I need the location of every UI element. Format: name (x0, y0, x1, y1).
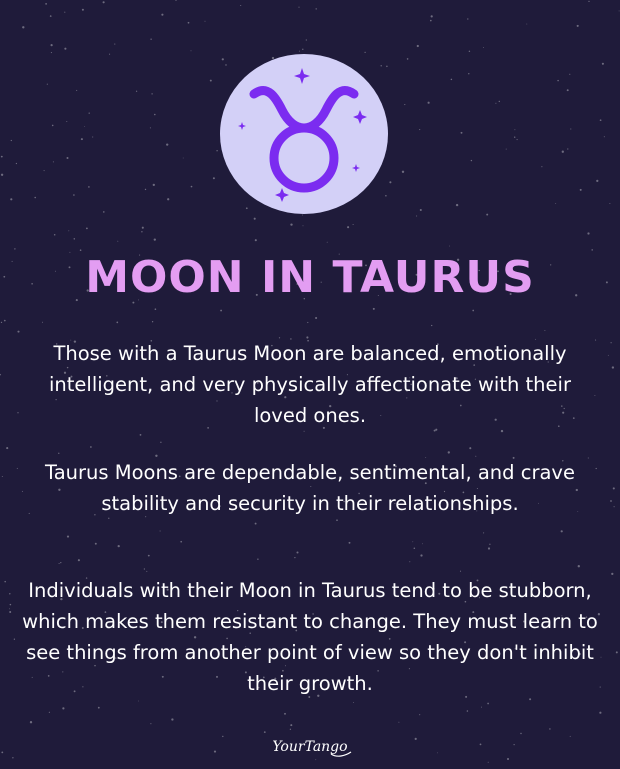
star-dot (22, 26, 24, 28)
star-dot (557, 80, 558, 81)
star-dot (402, 171, 404, 173)
star-dot (420, 209, 422, 211)
star-dot (460, 571, 461, 572)
star-dot (255, 523, 257, 525)
star-dot (14, 248, 15, 249)
star-dot (47, 84, 48, 85)
star-dot (467, 710, 469, 712)
star-dot (42, 322, 43, 323)
star-dot (160, 531, 161, 532)
star-dot (98, 707, 100, 709)
star-dot (116, 322, 118, 324)
star-dot (95, 543, 97, 545)
star-dot (449, 246, 450, 247)
star-dot (570, 128, 571, 129)
star-dot (588, 1, 589, 2)
star-dot (188, 22, 190, 24)
star-dot (616, 651, 618, 653)
star-dot (353, 224, 354, 225)
star-dot (315, 317, 317, 319)
star-dot (555, 203, 556, 204)
star-dot (17, 468, 18, 469)
star-dot (514, 137, 515, 138)
star-dot (191, 186, 193, 188)
star-dot (150, 723, 151, 724)
star-dot (298, 7, 299, 8)
star-dot (412, 541, 413, 542)
star-dot (240, 5, 241, 6)
star-dot (161, 14, 163, 16)
star-dot (154, 114, 156, 116)
star-dot (84, 126, 85, 127)
star-dot (78, 559, 80, 561)
star-dot (205, 21, 206, 22)
star-dot (1, 156, 3, 158)
star-dot (9, 611, 11, 613)
star-dot (407, 58, 409, 60)
star-dot (166, 143, 168, 145)
star-dot (451, 79, 453, 81)
star-dot (613, 487, 615, 489)
star-dot (254, 218, 256, 220)
star-dot (49, 712, 50, 713)
star-dot (54, 234, 56, 236)
star-dot (9, 593, 10, 594)
star-dot (489, 544, 490, 545)
star-dot (144, 568, 145, 569)
star-dot (389, 181, 391, 183)
star-dot (45, 3, 47, 5)
star-dot (471, 160, 472, 161)
star-dot (619, 10, 620, 11)
star-dot (76, 90, 77, 91)
star-dot (150, 127, 151, 128)
star-dot (6, 447, 8, 449)
star-dot (88, 186, 90, 188)
star-dot (499, 101, 500, 102)
star-dot (549, 728, 550, 729)
star-dot (347, 226, 349, 228)
star-dot (92, 136, 93, 137)
star-dot (142, 227, 144, 229)
star-dot (302, 215, 303, 216)
star-dot (34, 197, 36, 199)
star-dot (62, 707, 64, 709)
star-dot (604, 136, 605, 137)
star-dot (599, 712, 601, 714)
star-dot (398, 722, 399, 723)
star-dot (10, 198, 12, 200)
star-dot (284, 713, 286, 715)
star-dot (10, 604, 11, 605)
star-dot (146, 571, 147, 572)
star-dot (349, 542, 351, 544)
star-dot (0, 374, 1, 376)
star-dot (430, 20, 432, 22)
star-dot (419, 714, 420, 715)
logo-text: YourTango (272, 739, 348, 755)
star-dot (150, 39, 151, 40)
star-dot (486, 214, 488, 216)
star-dot (51, 52, 52, 53)
star-dot (456, 204, 458, 206)
star-dot (155, 308, 157, 310)
star-dot (16, 163, 17, 164)
star-dot (53, 161, 54, 162)
star-dot (591, 249, 593, 251)
paragraph-3: Individuals with their Moon in Taurus tend to be stubborn, which makes them resistant to change. They must learn to see things from another point of view so they don't inhibit their growth. (22, 579, 598, 695)
page-title: MOON IN TAURUS (85, 252, 535, 303)
star-dot (51, 44, 53, 46)
star-dot (488, 547, 490, 549)
star-dot (9, 608, 10, 609)
star-dot (422, 543, 423, 544)
star-dot (290, 223, 292, 225)
star-dot (58, 453, 59, 454)
star-dot (417, 45, 419, 47)
star-dot (180, 541, 182, 543)
star-dot (404, 104, 405, 105)
star-dot (183, 158, 184, 159)
star-dot (148, 555, 150, 557)
star-dot (167, 198, 169, 200)
star-dot (306, 39, 307, 40)
star-dot (290, 724, 292, 726)
star-dot (299, 51, 300, 52)
star-dot (296, 551, 298, 553)
star-dot (601, 657, 602, 658)
star-dot (495, 103, 496, 104)
star-dot (596, 180, 598, 182)
star-dot (64, 48, 66, 50)
star-dot (14, 639, 15, 640)
star-dot (17, 331, 19, 333)
star-dot (364, 52, 365, 53)
paragraph-2: Taurus Moons are dependable, sentimental, and crave stability and security in their relationships. (45, 461, 575, 515)
star-dot (80, 249, 82, 251)
star-dot (64, 12, 65, 13)
star-dot (567, 148, 568, 149)
star-dot (431, 15, 433, 17)
star-dot (580, 189, 582, 191)
star-dot (448, 451, 450, 453)
star-dot (302, 49, 303, 50)
star-dot (138, 701, 139, 702)
star-dot (154, 238, 156, 240)
star-dot (117, 241, 118, 242)
star-dot (602, 63, 604, 65)
star-dot (30, 721, 32, 723)
star-dot (66, 121, 67, 122)
star-dot (316, 8, 317, 9)
star-dot (264, 731, 266, 733)
star-dot (481, 707, 482, 708)
star-dot (210, 80, 212, 82)
star-dot (472, 310, 474, 312)
star-dot (52, 125, 54, 127)
star-dot (59, 563, 60, 564)
star-dot (420, 554, 422, 556)
star-dot (60, 562, 61, 563)
star-dot (461, 132, 463, 134)
star-dot (175, 0, 177, 1)
star-dot (73, 194, 75, 196)
star-dot (81, 138, 83, 140)
star-dot (160, 442, 161, 443)
star-dot (213, 177, 215, 179)
star-dot (294, 557, 295, 558)
star-dot (17, 412, 18, 413)
star-dot (1, 322, 2, 323)
star-dot (409, 561, 410, 562)
star-dot (74, 238, 75, 239)
star-dot (307, 322, 308, 323)
star-dot (487, 703, 489, 705)
star-dot (220, 310, 222, 312)
star-dot (561, 530, 563, 532)
star-dot (1, 174, 3, 176)
star-dot (153, 184, 155, 186)
star-dot (578, 565, 580, 567)
brand-logo (0, 734, 620, 764)
star-dot (44, 170, 45, 171)
star-dot (109, 54, 110, 55)
star-dot (145, 189, 146, 190)
star-dot (428, 102, 430, 104)
star-dot (191, 50, 192, 51)
star-dot (151, 93, 152, 94)
star-dot (373, 308, 375, 310)
star-dot (11, 140, 12, 141)
star-dot (514, 129, 515, 130)
star-dot (431, 325, 432, 326)
star-dot (562, 151, 564, 153)
star-dot (469, 51, 470, 52)
star-dot (612, 366, 614, 368)
star-dot (257, 558, 258, 559)
star-dot (609, 203, 610, 204)
star-dot (414, 548, 416, 550)
star-dot (50, 15, 52, 17)
star-dot (89, 112, 90, 113)
star-dot (544, 330, 545, 331)
star-dot (353, 702, 354, 703)
star-dot (587, 232, 589, 234)
star-dot (152, 321, 153, 322)
star-dot (569, 74, 570, 75)
star-dot (2, 476, 3, 477)
star-dot (114, 44, 115, 45)
star-dot (517, 139, 518, 140)
star-dot (577, 25, 579, 27)
star-dot (290, 729, 291, 730)
star-dot (82, 9, 84, 11)
star-dot (469, 447, 471, 449)
star-dot (103, 211, 105, 213)
star-dot (67, 536, 69, 538)
star-dot (611, 342, 612, 343)
star-dot (468, 73, 469, 74)
star-dot (141, 231, 142, 232)
star-dot (483, 47, 484, 48)
star-dot (66, 157, 68, 159)
star-dot (608, 355, 609, 356)
star-dot (171, 718, 173, 720)
star-dot (419, 129, 420, 130)
star-dot (526, 24, 527, 25)
star-dot (541, 166, 542, 167)
taurus-emblem (220, 54, 388, 214)
star-dot (118, 545, 120, 547)
star-dot (90, 446, 92, 448)
star-dot (610, 500, 612, 502)
star-dot (255, 239, 257, 241)
star-dot (506, 149, 507, 150)
star-dot (327, 242, 328, 243)
star-dot (567, 89, 569, 91)
star-dot (4, 581, 6, 583)
star-dot (140, 434, 142, 436)
taurus-symbol-icon (220, 54, 388, 214)
star-dot (611, 573, 613, 575)
star-dot (600, 119, 602, 121)
star-dot (467, 18, 468, 19)
star-dot (103, 1, 105, 3)
star-dot (614, 506, 615, 507)
star-dot (68, 230, 69, 231)
star-dot (416, 215, 417, 216)
star-dot (483, 532, 484, 533)
paragraph-1: Those with a Taurus Moon are balanced, emotionally intelligent, and very physically affectionate with their loved ones. (49, 342, 571, 427)
star-dot (86, 227, 88, 229)
star-dot (216, 150, 217, 151)
star-dot (303, 225, 304, 226)
star-dot (4, 320, 6, 322)
star-dot (136, 91, 137, 92)
star-dot (336, 519, 338, 521)
